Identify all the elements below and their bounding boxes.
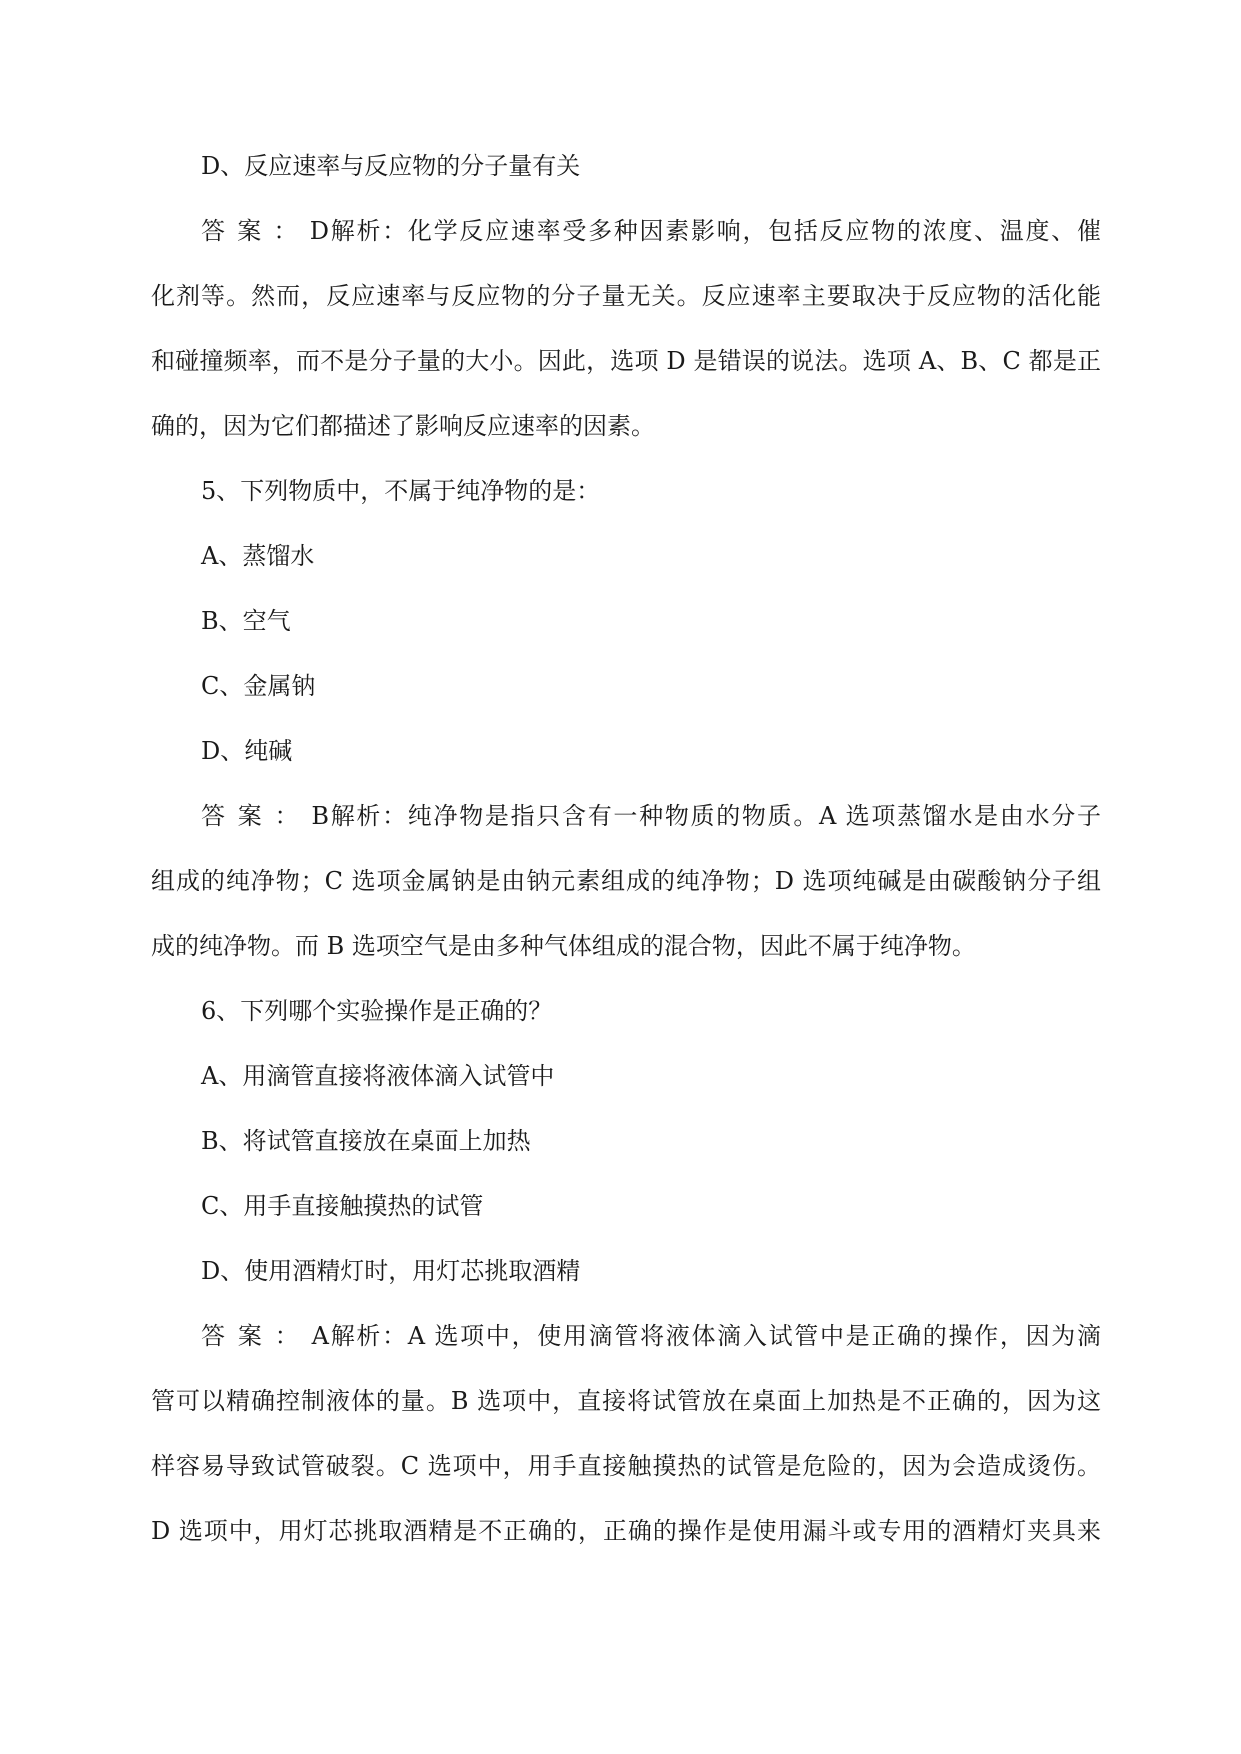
answer-line xyxy=(151,207,1101,272)
option-line: C、金属钠 xyxy=(201,672,316,700)
paragraph-line: 样容易导致试管破裂。C 选项中，用手直接触摸热的试管是危险的，因为会造成烫伤。 xyxy=(151,1452,1101,1480)
option-line: D、纯碱 xyxy=(201,737,293,765)
answer-label: 答案：B xyxy=(201,802,329,830)
explanation-text: 解析：A 选项中，使用滴管将液体滴入试管中是正确的操作，因为滴 xyxy=(329,1322,1101,1350)
option-line: A、蒸馏水 xyxy=(201,542,315,570)
option-line: D、反应速率与反应物的分子量有关 xyxy=(201,152,581,180)
question-line: 5、下列物质中，不属于纯净物的是： xyxy=(201,477,601,505)
page-content xyxy=(151,142,1101,1572)
paragraph-line: 管可以精确控制液体的量。B 选项中，直接将试管放在桌面上加热是不正确的，因为这 xyxy=(151,1387,1101,1415)
paragraph-line: 确的，因为它们都描述了影响反应速率的因素。 xyxy=(151,412,655,440)
answer-label: 答案：D xyxy=(201,217,329,245)
answer-label: 答案：A xyxy=(201,1322,329,1350)
option-line: B、空气 xyxy=(201,607,291,635)
explanation-text: 解析：纯净物是指只含有一种物质的物质。A 选项蒸馏水是由水分子 xyxy=(329,802,1101,830)
option-line: B、将试管直接放在桌面上加热 xyxy=(201,1127,531,1155)
paragraph-line: 化剂等。然而，反应速率与反应物的分子量无关。反应速率主要取决于反应物的活化能 xyxy=(151,282,1101,310)
explanation-text: 解析：化学反应速率受多种因素影响，包括反应物的浓度、温度、催 xyxy=(329,217,1101,245)
paragraph-line: 成的纯净物。而 B 选项空气是由多种气体组成的混合物，因此不属于纯净物。 xyxy=(151,932,976,960)
paragraph-line: 组成的纯净物；C 选项金属钠是由钠元素组成的纯净物；D 选项纯碱是由碳酸钠分子组 xyxy=(151,867,1101,895)
paragraph-line: D 选项中，用灯芯挑取酒精是不正确的，正确的操作是使用漏斗或专用的酒精灯夹具来 xyxy=(151,1517,1101,1545)
paragraph-line: 和碰撞频率，而不是分子量的大小。因此，选项 D 是错误的说法。选项 A、B、C 都是正 xyxy=(151,347,1101,375)
answer-line xyxy=(151,1312,1101,1377)
option-line: A、用滴管直接将液体滴入试管中 xyxy=(201,1062,555,1090)
option-line: C、用手直接触摸热的试管 xyxy=(201,1192,484,1220)
question-line: 6、下列哪个实验操作是正确的？ xyxy=(201,997,553,1025)
answer-line xyxy=(151,792,1101,857)
option-line: D、使用酒精灯时，用灯芯挑取酒精 xyxy=(201,1257,581,1285)
